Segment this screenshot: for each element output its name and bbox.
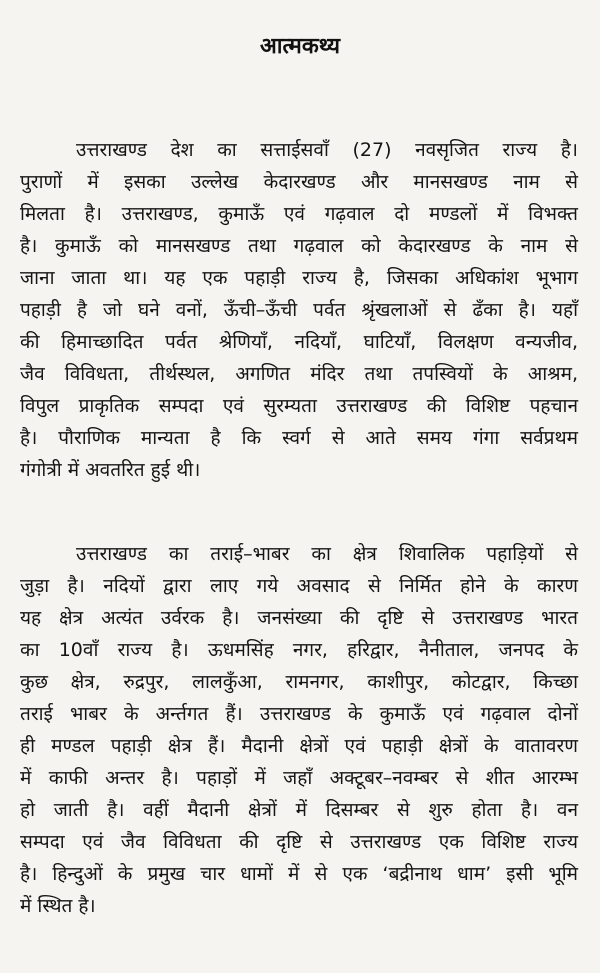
text-line: की हिमाच्छादित पर्वत श्रेणियाँ, नदियाँ, घाटियाँ, विलक्षण वन्यजीव, <box>20 331 578 353</box>
text-line: का 10वाँ राज्य है। ऊधमसिंह नगर, हरिद्वार, नैनीताल, जनपद के <box>20 639 578 661</box>
text-line: है। हिन्दुओं के प्रमुख चार धामों में से एक ‘बद्रीनाथ धाम’ इसी भूमि <box>20 863 578 885</box>
text-line: जुड़ा है। नदियों द्वारा लाए गये अवसाद से निर्मित होने के कारण <box>20 575 578 597</box>
text-line: हो जाती है। वहीं मैदानी क्षेत्रों में दिसम्बर से शुरु होता है। वन <box>20 799 578 821</box>
text-line: सम्पदा एवं जैव विविधता की दृष्टि से उत्तराखण्ड एक विशिष्ट राज्य <box>20 831 578 853</box>
text-line: है। कुमाऊँ को मानसखण्ड तथा गढ़वाल को केदारखण्ड के नाम से <box>20 235 578 257</box>
paragraph-1 <box>20 134 578 486</box>
text-line: उत्तराखण्ड देश का सत्ताईसवाँ (27) नवसृजित राज्य है। <box>76 139 578 161</box>
text-line: तराई भाबर के अर्न्तगत हैं। उत्तराखण्ड के कुमाऊँ एवं गढ़वाल दोनों <box>20 703 578 725</box>
text-line: में स्थित है। <box>20 895 96 917</box>
text-line: है। पौराणिक मान्यता है कि स्वर्ग से आते समय गंगा सर्वप्रथम <box>20 427 578 449</box>
text-line: जाना जाता था। यह एक पहाड़ी राज्य है, जिसका अधिकांश भूभाग <box>20 267 578 289</box>
text-line: मिलता है। उत्तराखण्ड, कुमाऊँ एवं गढ़वाल दो मण्डलों में विभक्त <box>20 203 578 225</box>
text-line: ही मण्डल पहाड़ी क्षेत्र हैं। मैदानी क्षेत्रों एवं पहाड़ी क्षेत्रों के वातावरण <box>20 735 578 757</box>
text-line: जैव विविधता, तीर्थस्थल, अगणित मंदिर तथा तपस्वियों के आश्रम, <box>20 363 578 385</box>
text-line: यह क्षेत्र अत्यंत उर्वरक है। जनसंख्या की दृष्टि से उत्तराखण्ड भारत <box>20 607 578 629</box>
text-line: गंगोत्री में अवतरित हुई थी। <box>20 459 201 481</box>
text-line: कुछ क्षेत्र, रुद्रपुर, लालकुँआ, रामनगर, काशीपुर, कोटद्वार, किच्छा <box>20 671 578 693</box>
text-line: पहाड़ी है जो घने वनों, ऊँची–ऊँची पर्वत श्रृंखलाओं से ढँका है। यहाँ <box>20 299 578 321</box>
paragraph-2 <box>20 538 578 922</box>
text-line: विपुल प्राकृतिक सम्पदा एवं सुरम्यता उत्तराखण्ड की विशिष्ट पहचान <box>20 395 578 417</box>
text-line: पुराणों में इसका उल्लेख केदारखण्ड और मानसखण्ड नाम से <box>20 171 578 193</box>
text-line: उत्तराखण्ड का तराई–भाबर का क्षेत्र शिवालिक पहाड़ियों से <box>76 543 578 565</box>
page-title: आत्मकथ्य <box>260 34 340 59</box>
text-line: में काफी अन्तर है। पहाड़ों में जहाँ अक्टूबर–नवम्बर से शीत आरम्भ <box>20 767 578 789</box>
